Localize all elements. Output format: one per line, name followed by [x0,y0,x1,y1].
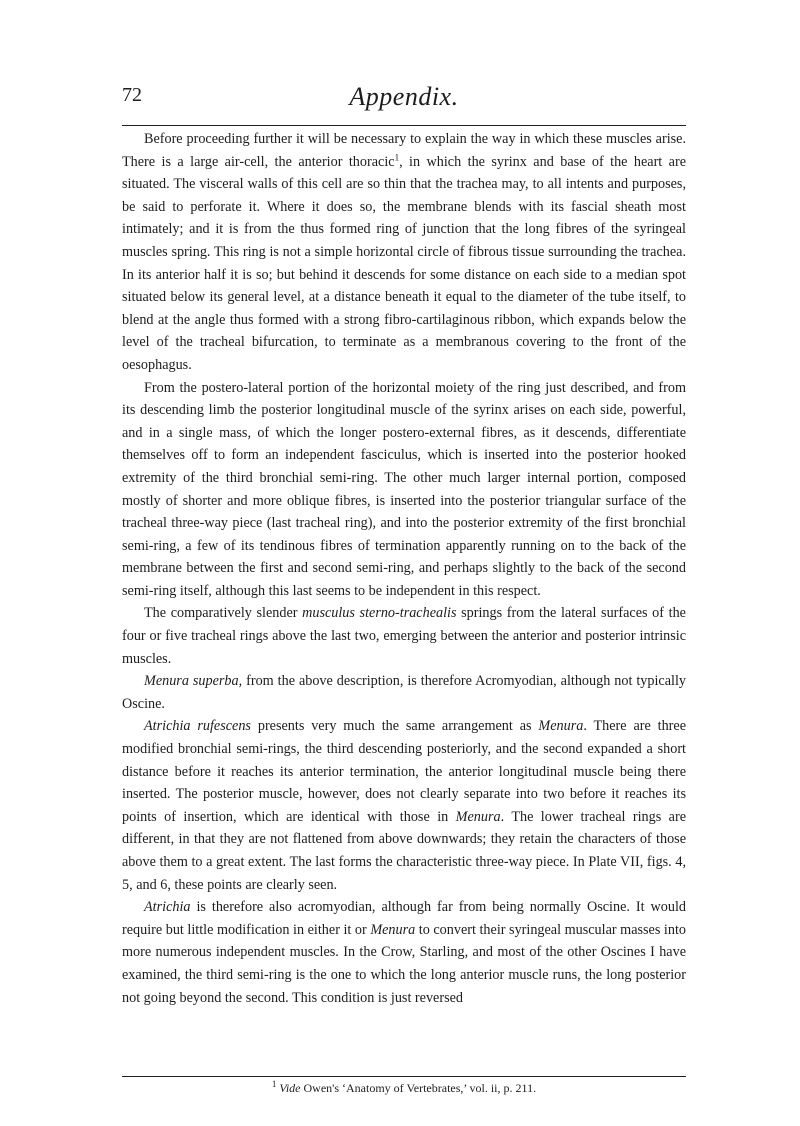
footnote [122,1081,686,1096]
footnote-italic: Vide [279,1081,301,1095]
italic-text: Atrichia rufescens [144,718,251,735]
text-run: , from the above description, is therefore Acromyodian, although not typically Oscine. [122,673,686,712]
text-run: is therefore also acromyodian, although far from being normally Oscine. It would require but little modification in either it or [122,899,686,938]
footnote-text: Owen's ‘Anatomy of Vertebrates,’ vol. ii, p. 211. [300,1081,537,1095]
footnote-marker: 1 [271,1079,277,1089]
italic-text: musculus sterno-trachealis [302,605,457,622]
page-number: 72 [122,84,142,106]
text-run: presents very much the same arrangement as [250,718,539,735]
text-run: . There are three modified bronchial semi-rings, the third descending posteriorly, and the second expanded a short distance before it reaches its anterior termination, the anterior longitudinal muscle being there inserted. The posterior muscle, however, does not clearly separate into two before it reaches its points of insertion, which are identical with those in [122,718,686,825]
text-run: springs from the lateral surfaces of the four or five tracheal rings above the last two, emerging between the anterior and posterior intrinsic muscles. [122,605,686,667]
footnote-ref: 1 [394,151,400,162]
paragraph [122,896,686,1009]
italic-text: Menura [370,921,416,938]
paragraph [122,128,686,377]
paragraph [122,602,686,670]
page-header [122,82,686,120]
text-run: , in which the syrinx and base of the heart are situated. The visceral walls of this cell are so thin that the trachea may, to all intents and purposes, be said to perforate it. Where it does so, the membrane blends with its fascial sheath most intimately; and it is from the thus formed ring of junction that the long fibres of the syringeal muscles spring. This ring is not a simple horizontal circle of fibrous tissue surrounding the trachea. In its anterior half it is so; but behind it descends for some distance on each side to a median spot situated below its general level, at a distance beneath it equal to the diameter of the tube itself, to blend at the angle thus formed with a strong fibro-cartilaginous ribbon, which expands below the level of the tracheal bifurcation, to terminate as a membranous covering to the front of the oesophagus. [122,153,687,373]
body-text [122,128,686,1009]
text-run: The comparatively slender [144,605,303,622]
italic-text: Menura [455,808,501,825]
paragraph [122,670,686,715]
paragraph [122,715,686,896]
paragraph [122,377,686,603]
italic-text: Menura [538,718,584,735]
italic-text: Menura superba [144,673,239,690]
text-run: From the postero-lateral portion of the horizontal moiety of the ring just described, and from its descending limb the posterior longitudinal muscle of the syrinx arises on each side, powerful, and in a single mass, of which the longer postero-external fibres, as it descends, differentiate themselves off to form an independent fasciculus, which is inserted into the posterior hooked extremity of the third bronchial semi-ring. The other much larger internal portion, composed mostly of shorter and more oblique fibres, is inserted into the posterior triangular surface of the tracheal three-way piece (last tracheal ring), and into the posterior extremity of the first bronchial semi-ring, a few of its tendinous fibres of termination apparently running on to the back of the membrane between the first and second semi-ring, and perhaps slightly to the back of the second semi-ring itself, although this last seems to be independent in this respect. [122,379,686,599]
footnote-rule [122,1076,686,1077]
text-run: to convert their syringeal muscular masses into more numerous independent muscles. In the Crow, Starling, and most of the other Oscines I have examined, the third semi-ring is the one to which the long anterior muscle runs, the long posterior not going beyond the second. This condition is just reversed [122,921,686,1006]
header-rule [122,125,686,126]
running-head: Appendix. [349,82,459,111]
italic-text: Atrichia [144,899,191,916]
text-run: Before proceeding further it will be necessary to explain the way in which these muscles arise. There is a large air-cell, the anterior thoracic [122,131,686,170]
text-run: . The lower tracheal rings are different, in that they are not flattened from above downwards; they retain the characters of those above them to a great extent. The last forms the characteristic three-way piece. In Plate VII, figs. 4, 5, and 6, these points are clearly seen. [122,808,687,893]
